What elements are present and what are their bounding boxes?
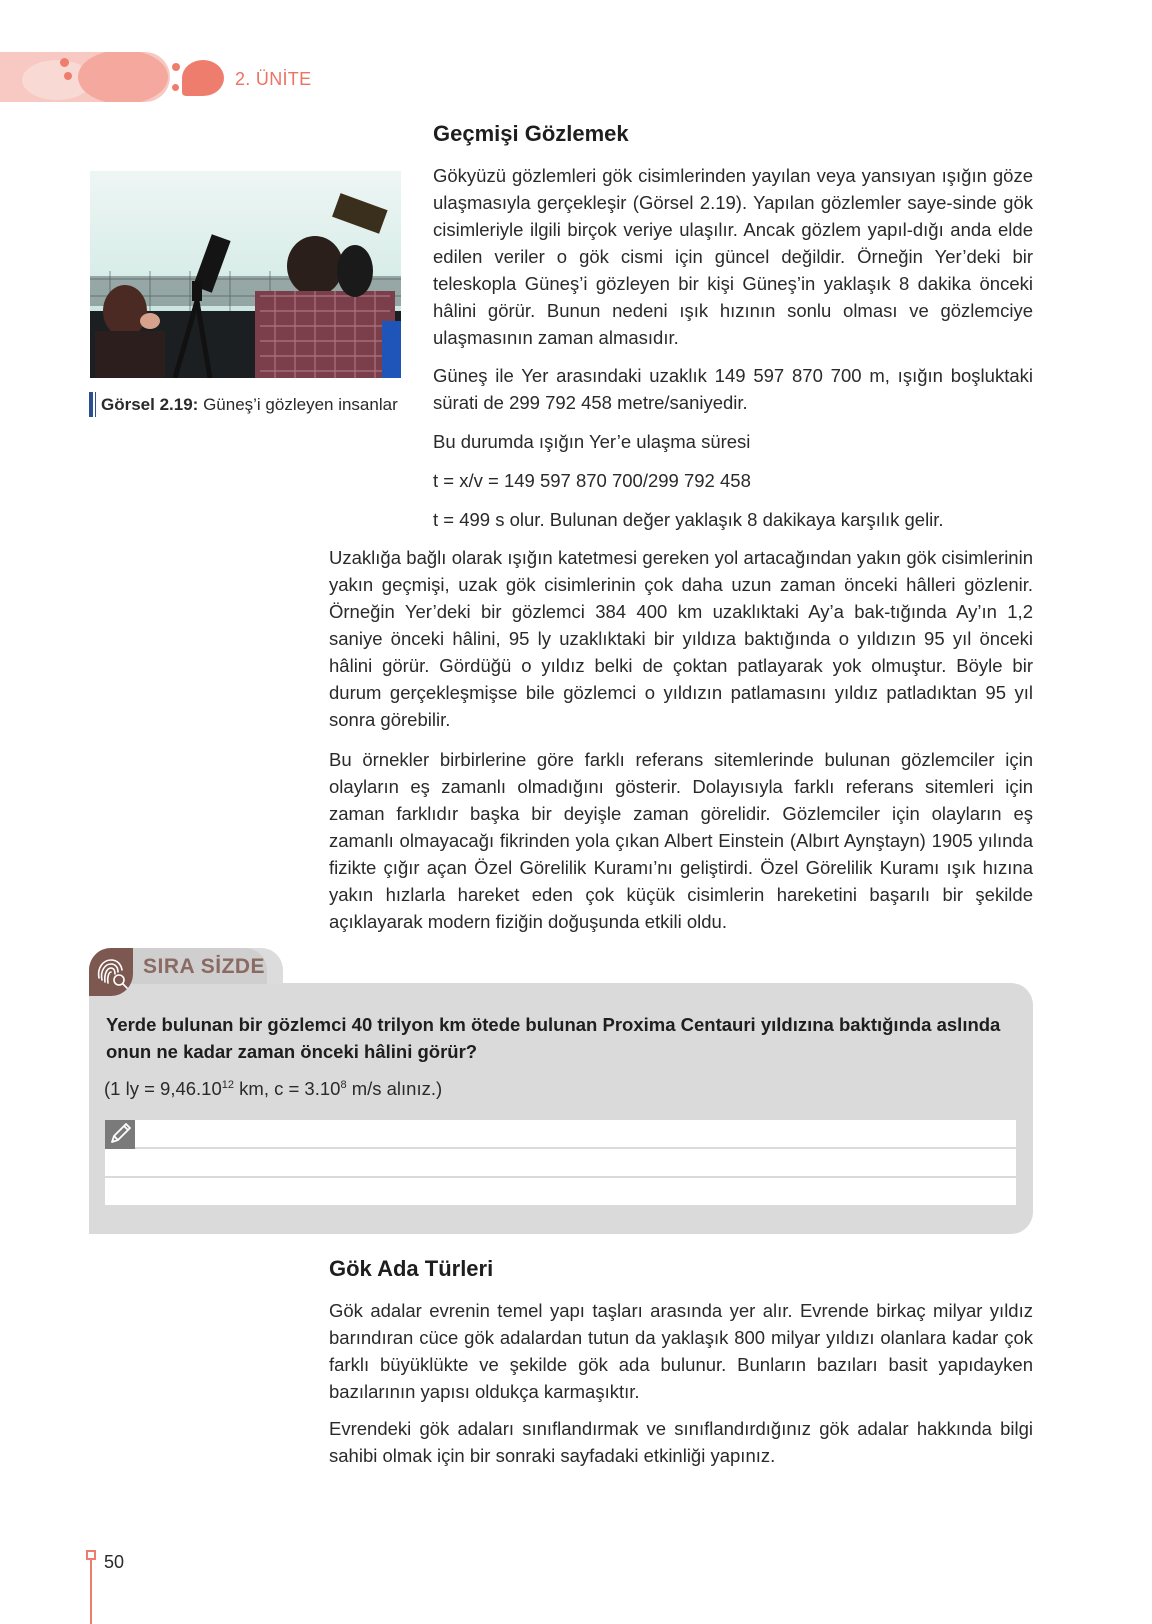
fingerprint-search-icon xyxy=(89,948,133,996)
unit-header-band xyxy=(0,52,170,102)
section-title-gecmisi-gozlemek: Geçmişi Gözlemek xyxy=(433,121,629,146)
decor-dot xyxy=(172,63,180,71)
pencil-icon xyxy=(105,1120,135,1149)
result-line: t = 499 s olur. Bulunan değer yaklaşık 8 dakikaya karşılık gelir. xyxy=(433,509,944,530)
decor-dot xyxy=(172,84,179,91)
sira-sizde-label: SIRA SİZDE xyxy=(143,955,266,978)
paragraph: Evrendeki gök adaları sınıflandırmak ve sınıflandırdığınız gök adalar hakkında bilgi sahibi olmak için bir sonraki sayfadaki etkinliği yapınız. xyxy=(329,1418,1033,1466)
observation-photo xyxy=(90,171,401,378)
decor-dot xyxy=(64,72,72,80)
paragraph: Bu durumda ışığın Yer’e ulaşma süresi xyxy=(433,431,751,452)
paragraph: Güneş ile Yer arasındaki uzaklık 149 597 870 700 m, ışığın boşluktaki sürati de 299 792 458 metre/saniyedir. xyxy=(433,365,1033,413)
hint-part: m/s alınız.) xyxy=(346,1078,443,1099)
caption-accent-bar xyxy=(89,392,93,417)
sira-sizde-question: Yerde bulunan bir gözlemci 40 trilyon km ötede bulunan Proxima Centauri yıldızına baktığında aslında onun ne kadar zaman önceki hâlini görür? xyxy=(106,1014,1001,1062)
hint-exponent: 8 xyxy=(340,1078,347,1091)
figure-caption-text: Güneş’i gözleyen insanlar xyxy=(203,395,398,414)
hint-exponent: 12 xyxy=(221,1078,235,1091)
paragraph: Gökyüzü gözlemleri gök cisimlerinden yayılan veya yansıyan ışığın göze ulaşmasıyla gerçekleşir (Görsel 2.19). Yapılan gözlemler saye-sinde gök cisimleriyle ilgili birçok veriye ulaşılır. Ancak gözlem yapıl-dığı anda elde edilen veriler o gök cismi için güncel değildir. Örneğin Yer’deki bir teleskopla Güneş’i gözleyen bir kişi Güneş’in yaklaşık 8 dakika önceki hâlini görür. Bunun nedeni ışık hızının sonlu olması ve gözlemciye ulaşmasının zaman almasıdır. xyxy=(433,165,1033,348)
decor-dot xyxy=(60,58,69,67)
page-number: 50 xyxy=(104,1552,125,1572)
formula-line: t = x/v = 149 597 870 700/299 792 458 xyxy=(433,470,751,491)
unit-label: 2. ÜNİTE xyxy=(235,69,312,89)
answer-line[interactable] xyxy=(105,1120,1016,1147)
sira-sizde-hint xyxy=(104,1078,442,1100)
page-margin-line xyxy=(90,1558,92,1624)
section-title-gok-ada-turleri: Gök Ada Türleri xyxy=(329,1256,494,1281)
caption-accent-line xyxy=(95,392,96,417)
answer-line[interactable] xyxy=(105,1178,1016,1205)
figure-caption xyxy=(101,395,398,415)
paragraph: Gök adalar evrenin temel yapı taşları arasında yer alır. Evrende birkaç milyar yıldız barındıran cüce gök adalardan tutun da yaklaşık 800 milyar yıldızı olanlara kadar çok farklı büyüklükte ve şekilde gök ada bulunur. Bunların bazıları basit yapıdayken bazılarının yapısı oldukça karmaşıktır. xyxy=(329,1300,1033,1402)
decor-blob xyxy=(182,60,224,96)
page-margin-marker xyxy=(86,1550,96,1560)
hint-part: (1 ly = 9,46.10 xyxy=(104,1078,222,1099)
paragraph: Bu örnekler birbirlerine göre farklı referans sitemlerinde bulunan gözlemciler için olayların eş zamanlı olmadığını gösterir. Dolayısıyla farklı referans sitemleri için zaman farklıdır başka bir deyişle zaman görelidir. Gözlemciler için olayların eş zamanlı olmayacağı fikrinden yola çıkan Albert Einstein (Albırt Aynştayn) 1905 yılında fizikte çığır açan Özel Görelilik Kuramı’nı geliştirdi. Özel Görelilik Kuramı ışık hızına yakın hızlarla hareket eden çok küçük cisimlerin hareketini başarılı bir şekilde açıklayarak modern fiziğin doğuşunda etkili oldu. xyxy=(329,749,1033,932)
paragraph: Uzaklığa bağlı olarak ışığın katetmesi gereken yol artacağından yakın gök cisimlerinin yakın geçmişi, uzak gök cisimlerinin çok daha uzun zaman önceki hâlleri gözlenir. Örneğin Yer’deki bir gözlemci 384 400 km uzaklıktaki Ay’a bak-tığında Ay’ın 1,2 saniye önceki hâlini, 95 ly uzaklıktaki bir yıldıza baktığında o yıldızın 95 yıl önceki hâlini görür. Gördüğü o yıldız belki de çoktan patlayarak yok olmuştur. Böyle bir durum gerçekleşmişse bile gözlemci o yıldızın patlamasını yıldız patladıktan 95 yıl sonra görebilir. xyxy=(329,547,1033,730)
figure-label: Görsel 2.19: xyxy=(101,395,199,414)
answer-line[interactable] xyxy=(105,1149,1016,1176)
hint-part: km, c = 3.10 xyxy=(234,1078,341,1099)
